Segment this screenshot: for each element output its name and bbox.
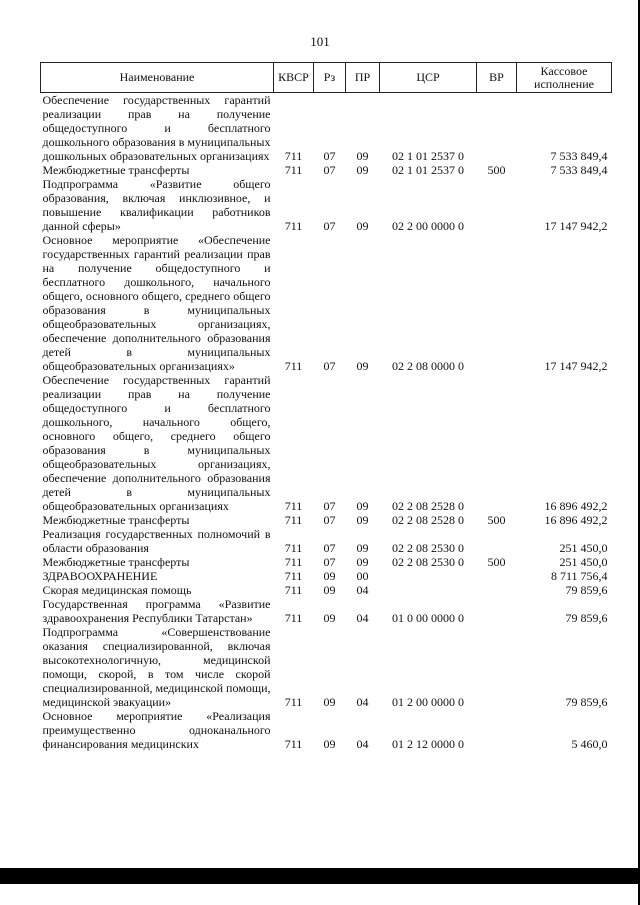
row-rz: 07 [323, 163, 336, 177]
row-amount: 7 533 849,4 [550, 163, 608, 177]
row-csr: 02 2 08 2528 0 [392, 513, 464, 527]
header-amount: Кассовое исполнение [517, 63, 612, 93]
row-rz: 09 [323, 583, 336, 597]
row-name: Реализация государственных полномочий в области образования [42, 527, 271, 555]
row-kvsr: 711 [284, 569, 303, 583]
table-row [41, 163, 612, 177]
table-header-row [41, 63, 612, 93]
row-vr [477, 527, 517, 555]
row-csr: 01 0 00 0000 0 [392, 611, 464, 625]
row-kvsr: 711 [284, 359, 303, 373]
row-amount: 8 711 756,4 [550, 569, 608, 583]
row-vr: 500 [487, 513, 506, 527]
row-kvsr: 711 [284, 583, 303, 597]
header-name: Наименование [41, 63, 274, 93]
row-amount: 79 859,6 [565, 583, 608, 597]
row-rz: 07 [323, 219, 336, 233]
row-pr: 04 [356, 611, 369, 625]
header-pr: ПР [346, 63, 380, 93]
row-vr [477, 233, 517, 373]
row-rz: 07 [323, 513, 336, 527]
row-pr: 09 [356, 499, 369, 513]
row-vr: 500 [487, 555, 506, 569]
row-csr [380, 583, 477, 597]
table-row [41, 513, 612, 527]
row-rz: 07 [323, 555, 336, 569]
row-pr: 09 [356, 555, 369, 569]
row-vr [477, 569, 517, 583]
row-pr: 09 [356, 219, 369, 233]
row-kvsr: 711 [284, 695, 303, 709]
row-csr: 02 2 08 0000 0 [392, 359, 464, 373]
table-body [41, 93, 612, 752]
row-amount: 251 450,0 [559, 555, 608, 569]
row-kvsr: 711 [284, 219, 303, 233]
header-rz: Рз [314, 63, 346, 93]
row-vr [477, 625, 517, 709]
row-csr: 02 2 08 2530 0 [392, 555, 464, 569]
row-name: Скорая медицинская помощь [42, 583, 192, 597]
row-csr: 01 2 00 0000 0 [392, 695, 464, 709]
table-row [41, 625, 612, 709]
table-row [41, 373, 612, 513]
row-pr: 04 [356, 737, 369, 751]
row-pr: 09 [356, 541, 369, 555]
table-row [41, 597, 612, 625]
row-csr: 02 2 08 2528 0 [392, 499, 464, 513]
table-row [41, 527, 612, 555]
row-amount: 79 859,6 [565, 611, 608, 625]
header-csr: ЦСР [380, 63, 477, 93]
row-csr: 02 2 08 2530 0 [392, 541, 464, 555]
row-name: Межбюджетные трансферты [42, 513, 190, 527]
row-rz: 07 [323, 541, 336, 555]
row-name: Межбюджетные трансферты [42, 555, 190, 569]
row-kvsr: 711 [284, 499, 303, 513]
table-row [41, 709, 612, 751]
row-kvsr: 711 [284, 555, 303, 569]
row-vr [477, 583, 517, 597]
row-name: Межбюджетные трансферты [42, 163, 190, 177]
row-amount: 5 460,0 [571, 737, 608, 751]
row-name: Подпрограмма «Развитие общего образования, включая инклюзивное, и повышение квалификации работников данной сферы» [42, 177, 271, 233]
row-rz: 07 [323, 499, 336, 513]
row-vr [477, 93, 517, 164]
row-name: Государственная программа «Развитие здравоохранения Республики Татарстан» [42, 597, 271, 625]
row-name: Основное мероприятие «Обеспечение государственных гарантий реализации прав на получение общедоступного и бесплатного дошкольного, начального общего, основного общего, среднего общего образования в муниципальных общеобразовательных организациях, обеспечение дополнительного образования детей в муниципальных общеобразовательных организациях» [42, 233, 271, 373]
row-pr: 09 [356, 513, 369, 527]
header-vr: ВР [477, 63, 517, 93]
row-amount: 17 147 942,2 [544, 359, 608, 373]
row-name: Обеспечение государственных гарантий реализации прав на получение общедоступного и бесплатного дошкольного образования в муниципальных дошкольных образовательных организациях [42, 93, 271, 163]
row-name: Обеспечение государственных гарантий реализации прав на получение общедоступного и бесплатного дошкольного, начального общего, основного общего, среднего общего образования в муниципальных общеобразовательных организациях, обеспечение дополнительного образования детей в муниципальных общеобразовательных организациях [42, 373, 271, 513]
scan-bottom-border [0, 868, 640, 884]
row-kvsr: 711 [284, 737, 303, 751]
row-kvsr: 711 [284, 611, 303, 625]
page-number: 101 [310, 34, 330, 49]
row-amount: 16 896 492,2 [544, 513, 608, 527]
row-vr: 500 [487, 163, 506, 177]
row-pr: 09 [356, 149, 369, 163]
table-row [41, 555, 612, 569]
row-name: ЗДРАВООХРАНЕНИЕ [42, 569, 158, 583]
table-row [41, 177, 612, 233]
row-kvsr: 711 [284, 513, 303, 527]
row-rz: 07 [323, 359, 336, 373]
row-amount: 251 450,0 [559, 541, 608, 555]
row-csr: 02 1 01 2537 0 [392, 163, 464, 177]
row-vr [477, 177, 517, 233]
row-amount: 79 859,6 [565, 695, 608, 709]
row-kvsr: 711 [284, 163, 303, 177]
row-rz: 07 [323, 149, 336, 163]
header-kvsr: КВСР [274, 63, 314, 93]
row-name: Основное мероприятие «Реализация преимущественно одноканального финансирования медицинских [42, 709, 271, 751]
row-kvsr: 711 [284, 541, 303, 555]
row-csr: 01 2 12 0000 0 [392, 737, 464, 751]
row-pr: 09 [356, 359, 369, 373]
table-row [41, 583, 612, 597]
row-amount: 16 896 492,2 [544, 499, 608, 513]
table-row [41, 233, 612, 373]
row-rz: 09 [323, 737, 336, 751]
row-csr [380, 569, 477, 583]
table-row [41, 93, 612, 164]
row-amount: 7 533 849,4 [550, 149, 608, 163]
row-pr: 09 [356, 163, 369, 177]
row-vr [477, 709, 517, 751]
row-amount: 17 147 942,2 [544, 219, 608, 233]
row-rz: 09 [323, 695, 336, 709]
row-name: Подпрограмма «Совершенствование оказания специализированной, включая высокотехнологичную, медицинской помощи, скорой, в том числе скорой специализированной, медицинской помощи, медицинской эвакуации» [42, 625, 271, 709]
budget-table [40, 62, 612, 751]
row-csr: 02 2 00 0000 0 [392, 219, 464, 233]
row-rz: 09 [323, 569, 336, 583]
row-vr [477, 373, 517, 513]
row-rz: 09 [323, 611, 336, 625]
row-kvsr: 711 [284, 149, 303, 163]
row-csr: 02 1 01 2537 0 [392, 149, 464, 163]
row-pr: 04 [356, 695, 369, 709]
row-pr: 00 [356, 569, 369, 583]
row-pr: 04 [356, 583, 369, 597]
table-row [41, 569, 612, 583]
row-vr [477, 597, 517, 625]
